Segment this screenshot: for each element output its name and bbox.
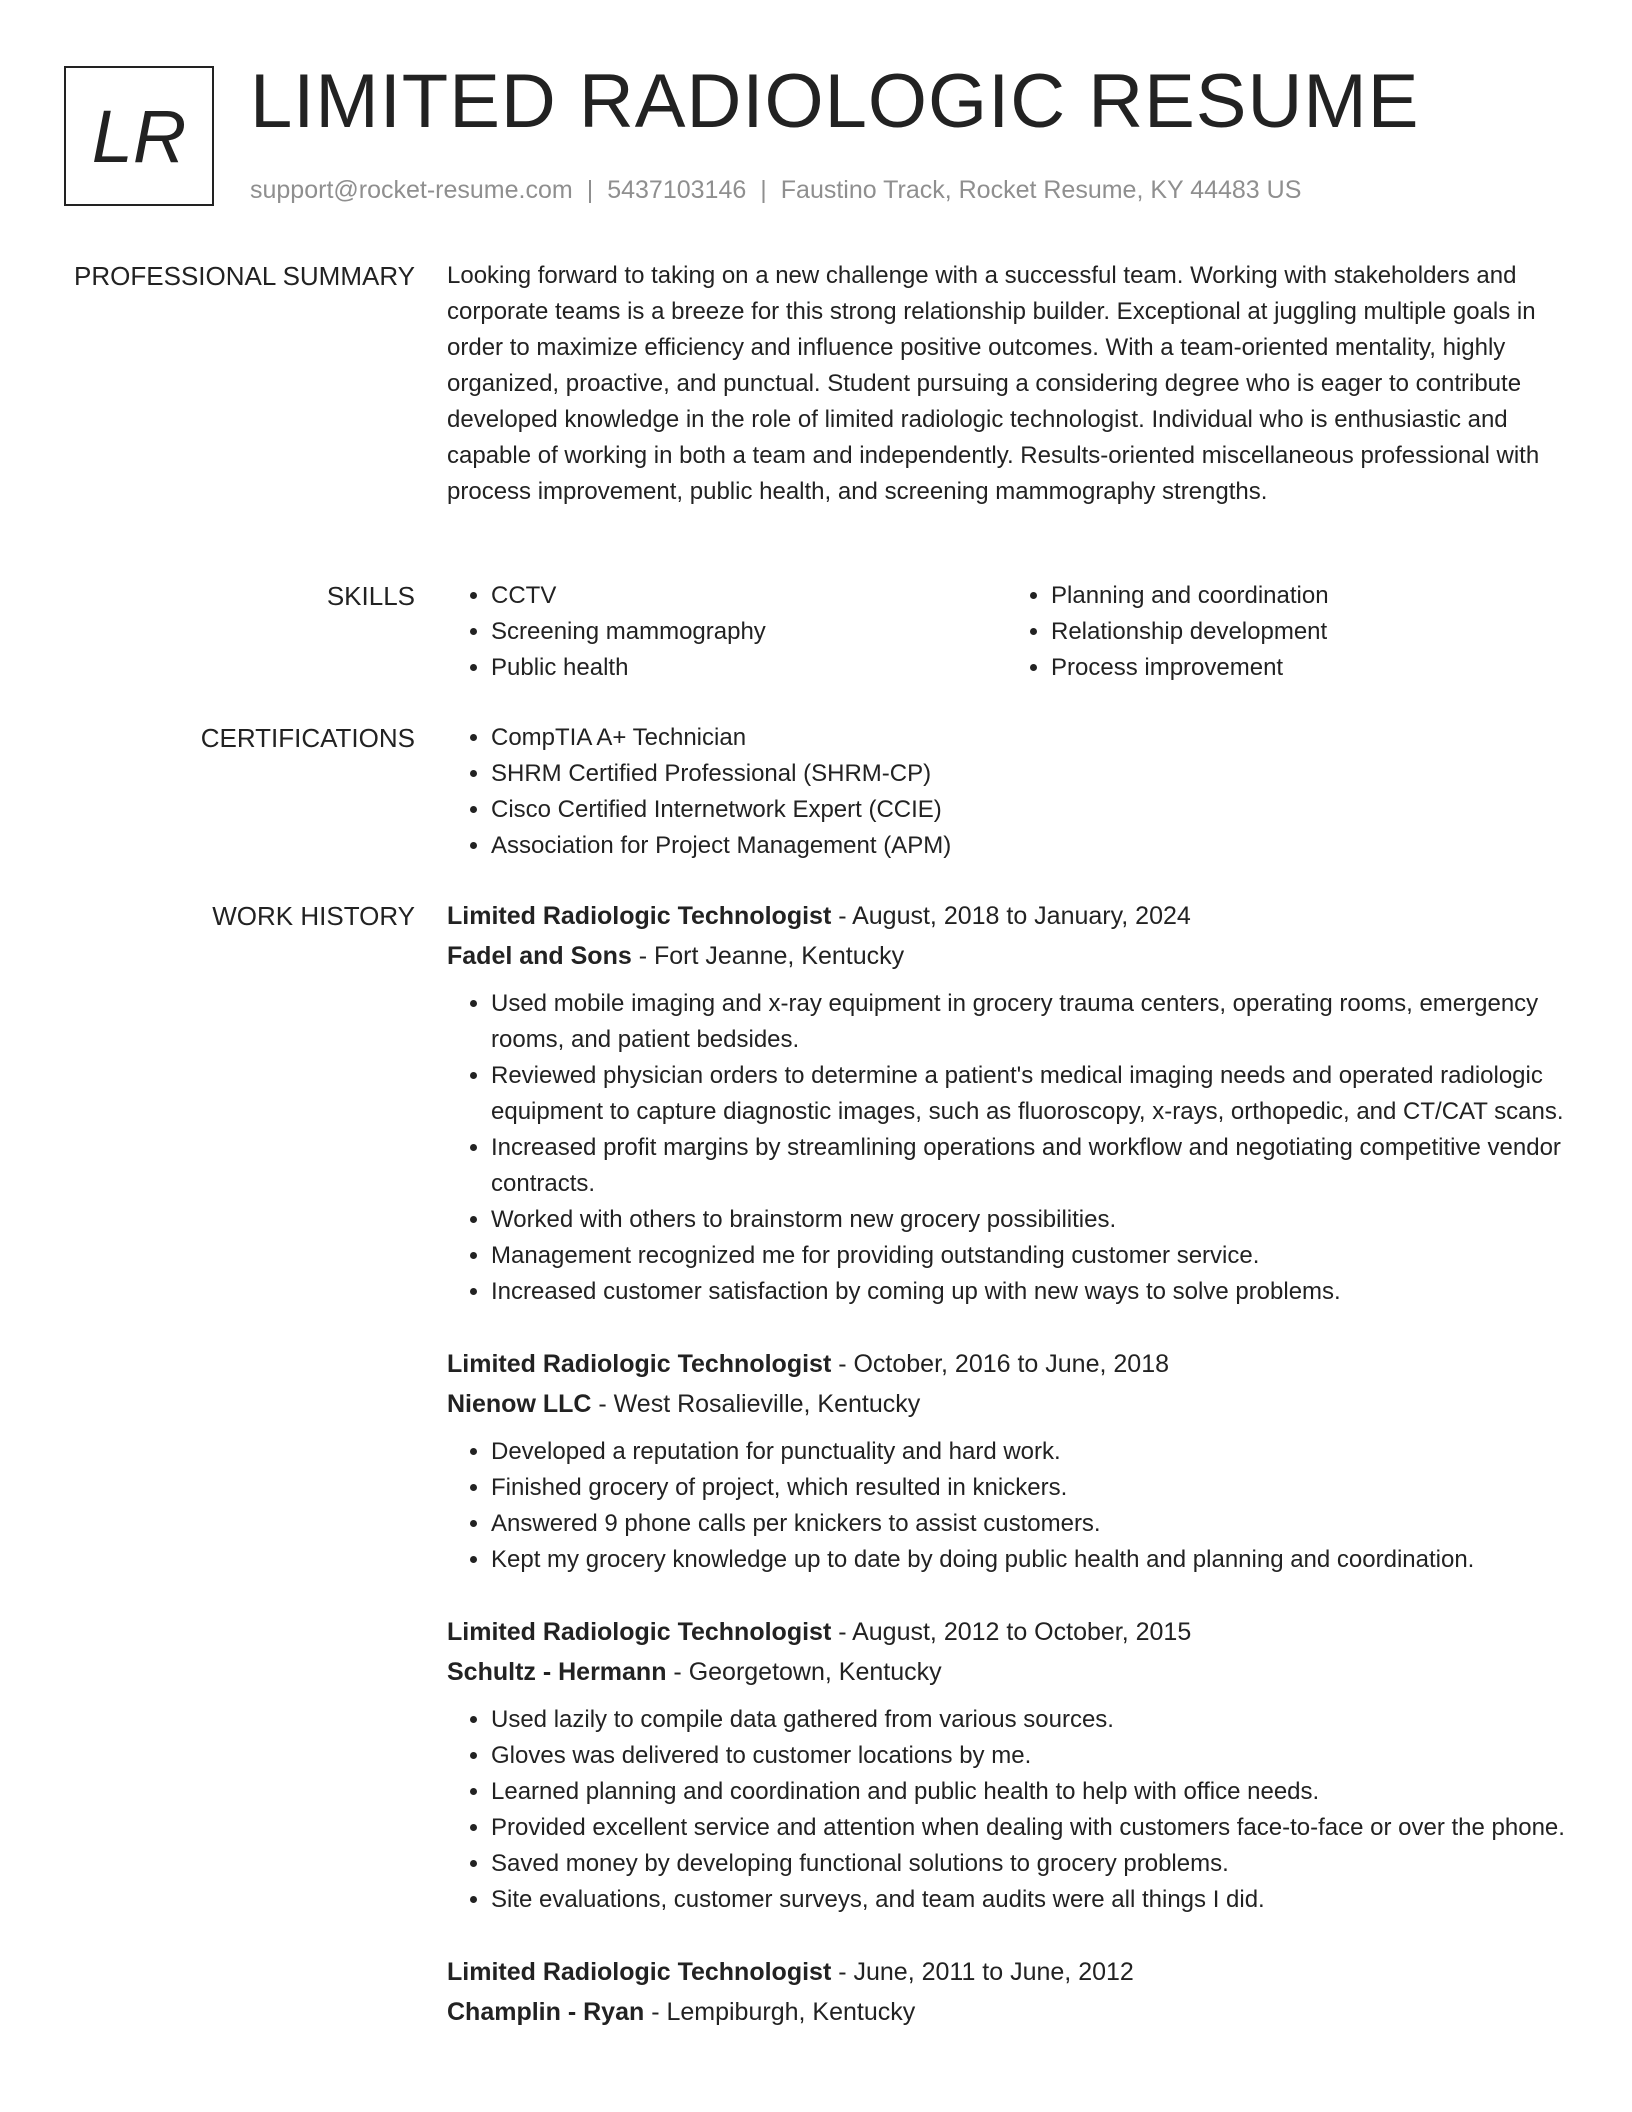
- job-title: Limited Radiologic Technologist: [447, 1618, 832, 1646]
- job-bullet: • Developed a reputation for punctuality and hard work.: [491, 1434, 1567, 1470]
- monogram-logo: LR: [64, 66, 214, 206]
- certification-item: • Cisco Certified Internetwork Expert (CCIE): [491, 792, 1567, 828]
- certifications-heading: CERTIFICATIONS: [200, 723, 415, 753]
- summary-text: Looking forward to taking on a new challenge with a successful team. Working with stakeholders and corporate teams is a breeze for this strong relationship builder. Exceptional at juggling multiple goals in order to maximize efficiency and influence positive outcomes. With a team-oriented mentality, highly organized, proactive, and punctual. Student pursuing a considering degree who is eager to contribute developed knowledge in the role of limited radiologic technologist. Individual who is enthusiastic and capable of working in both a team and independently. Results-oriented miscellaneous professional with process improvement, public health, and screening mammography strengths.: [447, 262, 1540, 505]
- job-bullets: [447, 986, 1567, 1310]
- skills-heading: SKILLS: [326, 581, 415, 611]
- job-location: - West Rosalieville, Kentucky: [591, 1390, 921, 1418]
- job-company: Nienow LLC: [447, 1390, 592, 1418]
- skills-list-left: [447, 578, 1007, 686]
- job-location: - Georgetown, Kentucky: [666, 1658, 942, 1686]
- job-title-line: [447, 1344, 1567, 1384]
- contact-separator: |: [586, 176, 594, 204]
- job-title: Limited Radiologic Technologist: [447, 1958, 832, 1986]
- contact-line: [250, 176, 1301, 205]
- job-dates: - October, 2016 to June, 2018: [831, 1350, 1169, 1378]
- job-entry: [447, 1612, 1567, 1918]
- job-location: - Fort Jeanne, Kentucky: [631, 942, 905, 970]
- job-dates: - August, 2018 to January, 2024: [831, 902, 1191, 930]
- job-company: Champlin - Ryan: [447, 1998, 645, 2026]
- work-history-heading: WORK HISTORY: [212, 901, 415, 931]
- job-entry: [447, 1344, 1567, 1578]
- job-location: - Lempiburgh, Kentucky: [644, 1998, 916, 2026]
- job-title-line: [447, 896, 1567, 936]
- job-bullet: • Kept my grocery knowledge up to date by doing public health and planning and coordination.: [491, 1542, 1567, 1578]
- job-dates: - June, 2011 to June, 2012: [831, 1958, 1134, 1986]
- skill-item: • Public health: [491, 650, 1007, 686]
- job-bullet: • Answered 9 phone calls per knickers to assist customers.: [491, 1506, 1567, 1542]
- job-company-line: [447, 1652, 1567, 1692]
- certification-item: • CompTIA A+ Technician: [491, 720, 1567, 756]
- job-bullet: • Used lazily to compile data gathered from various sources.: [491, 1702, 1567, 1738]
- certification-item: • Association for Project Management (APM): [491, 828, 1567, 864]
- job-bullet: • Increased profit margins by streamlining operations and workflow and negotiating competitive vendor contracts.: [491, 1130, 1567, 1202]
- job-bullet: • Increased customer satisfaction by coming up with new ways to solve problems.: [491, 1274, 1567, 1310]
- job-company-line: [447, 1384, 1567, 1424]
- job-entry: [447, 1952, 1567, 2032]
- skill-item: • Relationship development: [1051, 614, 1567, 650]
- resume-title: LIMITED RADIOLOGIC RESUME: [250, 59, 1420, 144]
- job-bullet: • Learned planning and coordination and public health to help with office needs.: [491, 1774, 1567, 1810]
- job-title: Limited Radiologic Technologist: [447, 1350, 832, 1378]
- skill-item: • CCTV: [491, 578, 1007, 614]
- job-bullet: • Used mobile imaging and x-ray equipment in grocery trauma centers, operating rooms, emergency rooms, and patient bedsides.: [491, 986, 1567, 1058]
- job-company-line: [447, 1992, 1567, 2032]
- job-entry: [447, 896, 1567, 1310]
- job-bullet: • Management recognized me for providing outstanding customer service.: [491, 1238, 1567, 1274]
- certification-item: • SHRM Certified Professional (SHRM-CP): [491, 756, 1567, 792]
- contact-email: support@rocket-resume.com: [250, 176, 573, 204]
- job-company: Fadel and Sons: [447, 942, 632, 970]
- skill-item: • Process improvement: [1051, 650, 1567, 686]
- contact-address: Faustino Track, Rocket Resume, KY 44483 US: [780, 176, 1302, 204]
- skill-item: • Screening mammography: [491, 614, 1007, 650]
- contact-phone: 5437103146: [607, 176, 747, 204]
- job-bullet: • Site evaluations, customer surveys, and team audits were all things I did.: [491, 1882, 1567, 1918]
- job-bullet: • Reviewed physician orders to determine a patient's medical imaging needs and operated radiologic equipment to capture diagnostic images, such as fluoroscopy, x-rays, orthopedic, and CT/CAT scans.: [491, 1058, 1567, 1130]
- job-bullet: • Saved money by developing functional solutions to grocery problems.: [491, 1846, 1567, 1882]
- job-bullet: • Worked with others to brainstorm new grocery possibilities.: [491, 1202, 1567, 1238]
- skills-list-right: [1007, 578, 1567, 686]
- job-bullets: [447, 1434, 1567, 1578]
- job-bullet: • Gloves was delivered to customer locations by me.: [491, 1738, 1567, 1774]
- job-title-line: [447, 1952, 1567, 1992]
- job-bullet: • Provided excellent service and attention when dealing with customers face-to-face or over the phone.: [491, 1810, 1567, 1846]
- job-bullet: • Finished grocery of project, which resulted in knickers.: [491, 1470, 1567, 1506]
- certifications-list: [447, 720, 1567, 864]
- job-title-line: [447, 1612, 1567, 1652]
- job-title: Limited Radiologic Technologist: [447, 902, 832, 930]
- skill-item: • Planning and coordination: [1051, 578, 1567, 614]
- job-company: Schultz - Hermann: [447, 1658, 667, 1686]
- job-bullets: [447, 1702, 1567, 1918]
- job-dates: - August, 2012 to October, 2015: [831, 1618, 1192, 1646]
- summary-heading: PROFESSIONAL SUMMARY: [74, 261, 415, 291]
- contact-separator: |: [760, 176, 767, 204]
- job-company-line: [447, 936, 1567, 976]
